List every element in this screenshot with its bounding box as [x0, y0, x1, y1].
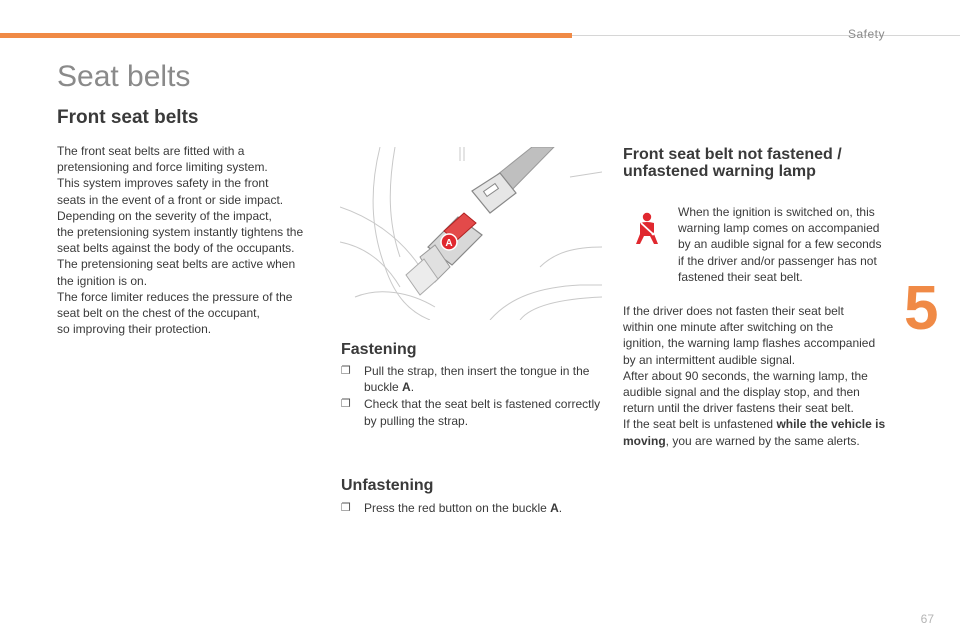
warning-lamp-details	[623, 303, 889, 449]
chapter-number: 5	[904, 274, 939, 343]
checkbox-bullet-icon: ❐	[341, 398, 351, 411]
text-line: If the driver does not fasten their seat belt	[623, 304, 844, 318]
seat-belt-buckle-illustration	[340, 147, 602, 320]
checkbox-bullet-icon: ❐	[341, 502, 351, 514]
text-line: by an intermittent audible signal.	[623, 352, 796, 367]
list-item: ❐ Check that the seat belt is fastened correctly by pulling the strap.	[341, 397, 601, 428]
unfastening-list	[341, 500, 603, 517]
list-item: ❐ Press the red button on the buckle A.	[341, 501, 563, 515]
text-line: seat belt on the chest of the occupant,	[57, 306, 260, 321]
list-item: ❐ Pull the strap, then insert the tongue in the buckle A.	[341, 364, 590, 395]
text-line: return until the driver fastens their seat belt.	[623, 401, 854, 416]
text-line: When the ignition is switched on, this	[678, 205, 875, 219]
page-number: 67	[920, 612, 934, 626]
front-seat-belts-text	[57, 143, 319, 337]
text-line: warning lamp comes on accompanied	[678, 221, 880, 236]
seat-belt-warning-icon	[632, 212, 662, 246]
text-line: The front seat belts are fitted with a	[57, 144, 245, 158]
section-label: Safety	[847, 27, 885, 41]
fastening-list	[341, 363, 603, 430]
text-line: audible signal and the display stop, and then	[623, 385, 860, 400]
text-line: pretensioning and force limiting system.	[57, 160, 268, 175]
text-line: so improving their protection.	[57, 322, 212, 337]
buckle-label: A	[445, 238, 453, 249]
text-line: by an audible signal for a few seconds	[678, 237, 882, 252]
header-accent-bar	[0, 33, 572, 38]
text-line: If the seat belt is unfastened while the vehicle is moving, you are warned by the same alerts.	[623, 417, 886, 448]
warning-lamp-description	[678, 204, 888, 285]
front-seat-belts-heading: Front seat belts	[57, 107, 199, 128]
text-line: seats in the event of a front or side impact.	[57, 192, 284, 207]
text-line: Depending on the severity of the impact,	[57, 208, 272, 223]
page-title: Seat belts	[57, 60, 191, 93]
text-line: seat belts against the body of the occupants.	[57, 241, 295, 256]
text-line: if the driver and/or passenger has not	[678, 253, 877, 268]
text-line: The force limiter reduces the pressure of the	[57, 289, 293, 304]
fastening-heading: Fastening	[341, 341, 417, 358]
text-line: within one minute after switching on the	[623, 320, 834, 335]
text-line: After about 90 seconds, the warning lamp, the	[623, 368, 868, 383]
text-line: The pretensioning seat belts are active when	[57, 257, 296, 272]
text-line: ignition, the warning lamp flashes accompanied	[623, 336, 876, 351]
header-divider	[572, 35, 960, 36]
unfastening-heading: Unfastening	[341, 477, 434, 494]
text-line: the ignition is on.	[57, 273, 148, 288]
warning-lamp-heading: Front seat belt not fastened / unfastened warning lamp	[623, 146, 842, 180]
text-line: the pretensioning system instantly tightens the	[57, 225, 304, 240]
text-line: fastened their seat belt.	[678, 269, 803, 284]
checkbox-bullet-icon: ❐	[341, 365, 351, 377]
text-line: This system improves safety in the front	[57, 176, 269, 191]
